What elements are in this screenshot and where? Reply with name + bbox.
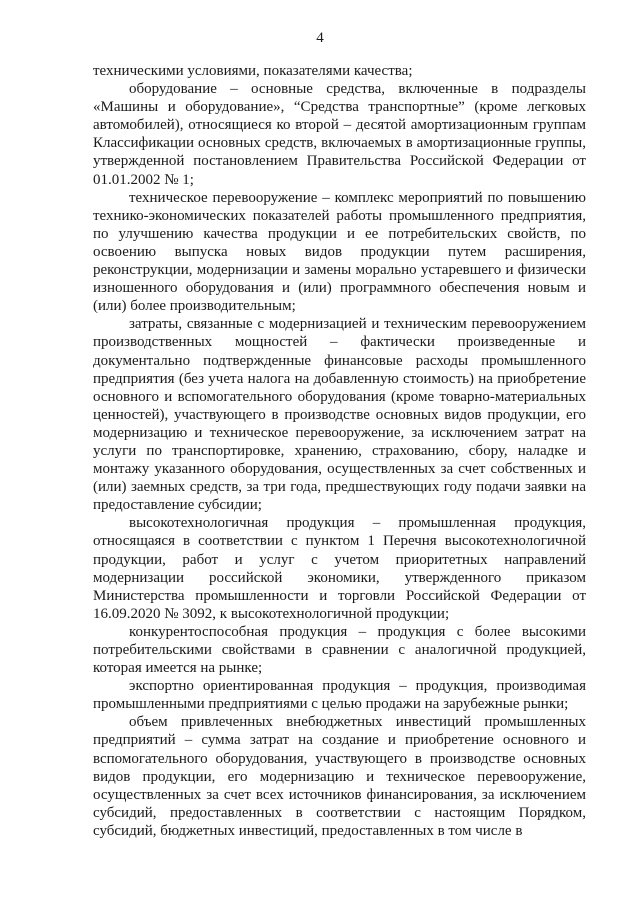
paragraph-extrabudgetary-investments-definition: объем привлеченных внебюджетных инвестиций промышленных предприятий – сумма затрат на создание и приобретение основного и вспомогательного оборудования, участвующего в производстве основных видов продукции, его модернизацию и техническое перевооружение, осуществленных за счет всех источников финансирования, за исключением субсидий, предоставленных в соответствии с настоящим Порядком, субсидий, бюджетных инвестиций, предоставленных в том числе в — [93, 714, 586, 839]
paragraph-export-products-definition: экспортно ориентированная продукция – продукция, производимая промышленными предприятиями с целью продажи на зарубежные рынки; — [93, 678, 586, 713]
paragraph-technical-reequipment-definition: техническое перевооружение – комплекс мероприятий по повышению технико-экономических показателей работы промышленного предприятия, по улучшению качества продукции и ее потребительских свойств, по освоению выпуска новых видов продукции путем расширения, реконструкции, модернизации и замены морально устаревшего и физически изношенного оборудования и (или) программного обеспечения новым и (или) более производительным; — [93, 189, 586, 315]
paragraph-continuation: техническими условиями, показателями качества; — [93, 63, 413, 79]
page-number: 4 — [316, 30, 324, 46]
paragraph-modernization-costs-definition: затраты, связанные с модернизацией и техническим перевооружением производственных мощностей – фактически произведенные и документально подтвержденные финансовые расходы промышленного предприятия (без учета налога на добавленную стоимость) на приобретение основного и вспомогательного оборудования (кроме товарно-материальных ценностей), участвующего в производстве основных видов продукции, его модернизацию и техническое перевооружение, за исключением затрат на услуги по транспортировке, хранению, страхованию, сбору, наладке и монтажу указанного оборудования, осуществленных за счет собственных и (или) заемных средств, за три года, предшествующих году подачи заявки на предоставление субсидии; — [93, 316, 586, 514]
paragraph-high-tech-products-definition: высокотехнологичная продукция – промышленная продукция, относящаяся в соответствии с пунктом 1 Перечня высокотехнологичной продукции, работ и услуг с учетом приоритетных направлений модернизации российской экономики, утвержденного приказом Министерства промышленности и торговли Российской Федерации от 16.09.2020 № 3092, к высокотехнологичной продукции; — [93, 515, 586, 622]
paragraph-competitive-products-definition: конкурентоспособная продукция – продукция с более высокими потребительскими свойствами в сравнении с аналогичной продукцией, которая имеется на рынке; — [93, 623, 586, 677]
paragraph-equipment-definition: оборудование – основные средства, включенные в подразделы «Машины и оборудование», “Средства транспортные” (кроме легковых автомобилей), относящиеся ко второй – десятой амортизационным группам Классификации основных средств, включаемых в амортизационные группы, утвержденной постановлением Правительства Российской Федерации от 01.01.2002 № 1; — [93, 81, 586, 188]
document-body — [93, 62, 586, 840]
